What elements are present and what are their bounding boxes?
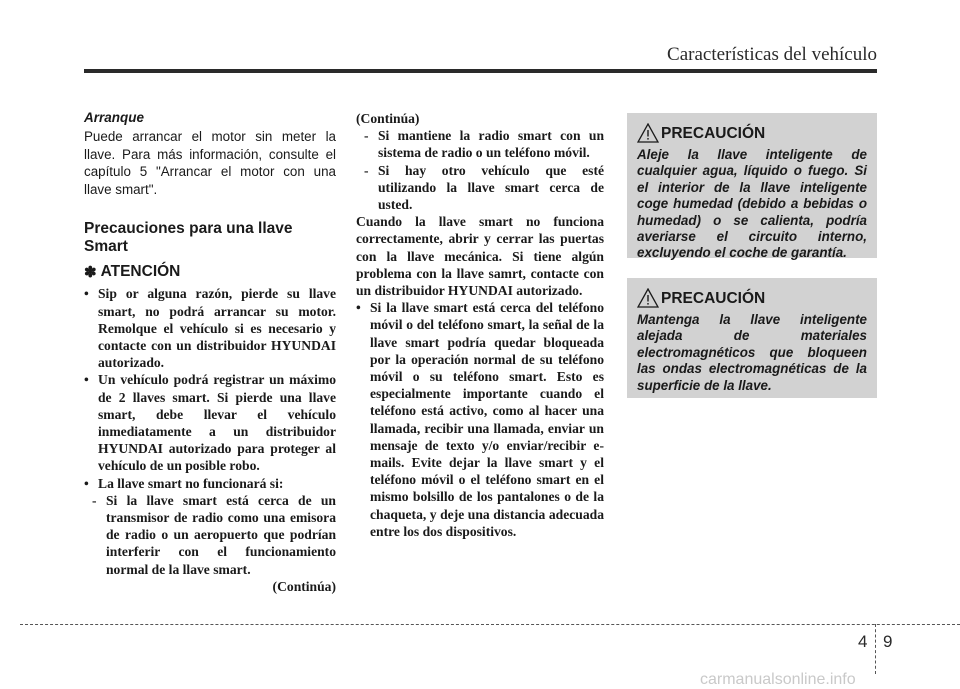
attention-list [84,285,336,491]
list-item [84,285,336,371]
column-middle [356,110,604,540]
list-item-text: Sip or alguna razón, pierde su llave smart, no podrá arrancar su motor. Remolque el vehículo si es necesario y contacte con un distribuidor HYUNDAI autorizado. [98,286,336,371]
list-item-text: Si la llave smart está cerca de un transmisor de radio como una emisora de radio o un aeropuerto que podrían interferir con el funcionamiento normal de la llave smart. [106,492,336,577]
bullet-icon: • [84,372,89,388]
list-item [84,492,336,578]
list-item-text: Si la llave smart está cerca del teléfono móvil o del teléfono smart, la señal de la llave smart podría quedar bloqueada por la operación normal de su teléfono móvil o su teléfono smart. Esto es especialmente importante cuando el teléfono está activo, como al hacer una llamada, recibir una llamada, enviar un mensaje de texto y/o enviar/recibir e-mails. Evite dejar la llave smart y el teléfono móvil o el teléfono smart en el mismo bolsillo de los pantalones o de la chaqueta, y deje una distancia adecuada entre los dos dispositivos. [370,300,604,539]
caution-text: Mantenga la llave inteligente alejada de materiales electromagnéticos que bloqueen las ondas electromagnéticas de la superficie de la llave. [637,312,867,393]
dash-icon: - [92,492,97,508]
caution-text: Aleje la llave inteligente de cualquier agua, líquido o fuego. Si el interior de la llave inteligente coge humedad (debido a bebidas o humedad) o se calienta, podría averiarse el circuito interno, excluyendo el coche de garantía. [637,147,867,261]
list-item-text: Si hay otro vehículo que esté utilizando la llave smart cerca de usted. [378,162,604,213]
page-header-title: Características del vehículo [667,44,877,65]
caution-heading [637,123,867,143]
phone-list [356,299,604,540]
list-item [356,162,604,214]
section-title: Precauciones para una llave Smart [84,220,293,255]
caution-box [627,113,877,261]
caution-box [627,278,877,398]
attention-title: ATENCIÓN [100,263,181,281]
dash-icon: - [364,128,369,144]
paragraph: Cuando la llave smart no funciona correctamente, abrir y cerrar las puertas con la llave mecánica. Si tiene algún problema con la llave samrt, contacte con un distribuidor HYUNDAI autorizado. [356,214,604,299]
list-item-text: Si mantiene la radio smart con un sistema de radio o un teléfono móvil. [378,128,604,161]
warning-triangle-icon [637,288,659,308]
footer-rule [20,624,960,625]
list-item [84,475,336,492]
caution-title: PRECAUCIÓN [661,290,766,307]
bullet-icon: • [84,475,89,491]
header-rule [84,69,877,73]
warning-triangle-icon [637,123,659,143]
watermark: carmanualsonline.info [700,671,856,688]
caution-heading [637,288,867,308]
intro-paragraph: Puede arrancar el motor sin meter la llave. Para más información, consulte el capítulo 5 "Arrancar el motor con una llave smart". [84,129,336,197]
attention-heading [84,263,336,281]
page-number: 9 [883,632,893,651]
bullet-icon: • [356,300,361,316]
footer-divider [875,624,876,674]
caution-title: PRECAUCIÓN [661,125,766,142]
chapter-number: 4 [858,632,868,651]
asterisk-icon: ✽ [84,264,97,282]
list-item-text: Un vehículo podrá registrar un máximo de 2 llaves smart. Si pierde una llave smart, debe llevar el vehículo inmediatamente a un distribuidor HYUNDAI autorizado para proteger al vehículo de un posible robo. [98,372,336,474]
list-item [84,371,336,474]
list-item-text: La llave smart no funcionará si: [98,475,284,491]
column-left [84,110,336,595]
subheading-arranque: Arranque [84,110,145,125]
bullet-icon: • [84,286,89,302]
list-item [356,299,604,540]
continua-label: (Continúa) [356,111,420,126]
dash-icon: - [364,162,369,178]
condition-list [356,127,604,213]
continua-label: (Continúa) [272,578,336,594]
list-item [356,127,604,161]
condition-list [84,492,336,578]
